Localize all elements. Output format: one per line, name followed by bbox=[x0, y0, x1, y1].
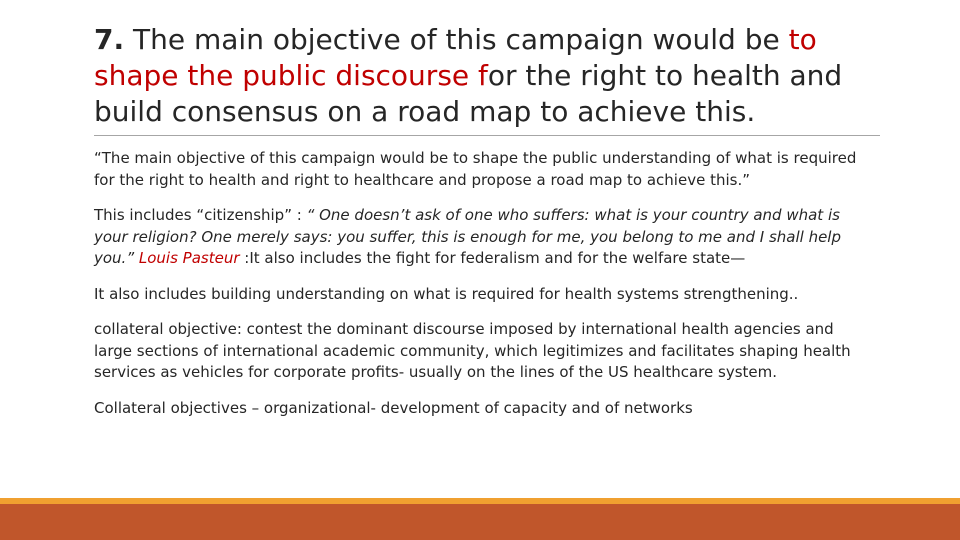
citizenship-tail: :It also includes the fight for federalism and for the welfare state— bbox=[239, 249, 746, 267]
slide-number: 7. bbox=[94, 23, 125, 56]
collateral-objectives-paragraph: Collateral objectives – organizational- development of capacity and of networks bbox=[94, 398, 693, 417]
health-systems-paragraph: It also includes building understanding on what is required for health systems strengthening.. bbox=[94, 284, 799, 303]
collateral-objective-paragraph: collateral objective: contest the dominant discourse imposed by international health agencies and large sections of international academic community, which legitimizes and facilitates shaping health services as vehicles for corporate profits- usually on the lines of the US healthcare system. bbox=[94, 320, 851, 381]
slide-title bbox=[94, 22, 894, 130]
title-text-end: or the right to health and build consensus on a road map to achieve this. bbox=[94, 59, 843, 128]
citizenship-paragraph bbox=[94, 205, 876, 270]
citizenship-lead: This includes “citizenship” : bbox=[94, 206, 307, 224]
slide-body bbox=[94, 148, 876, 433]
objective-quote-paragraph: “The main objective of this campaign would be to shape the public understanding of what is required for the right to health and right to healthcare and propose a road map to achieve this.” bbox=[94, 149, 857, 189]
footer-bar bbox=[0, 504, 960, 540]
title-text-start: The main objective of this campaign would be bbox=[124, 23, 789, 56]
title-divider bbox=[94, 135, 880, 136]
title-highlight: to shape the public discourse f bbox=[94, 23, 817, 92]
pasteur-quote: “ One doesn’t ask of one who suffers: what is your country and what is your religion? One merely says: you suffer, this is enough for me, you belong to me and I shall help you.” bbox=[94, 206, 841, 267]
quote-author: Louis Pasteur bbox=[138, 249, 240, 267]
